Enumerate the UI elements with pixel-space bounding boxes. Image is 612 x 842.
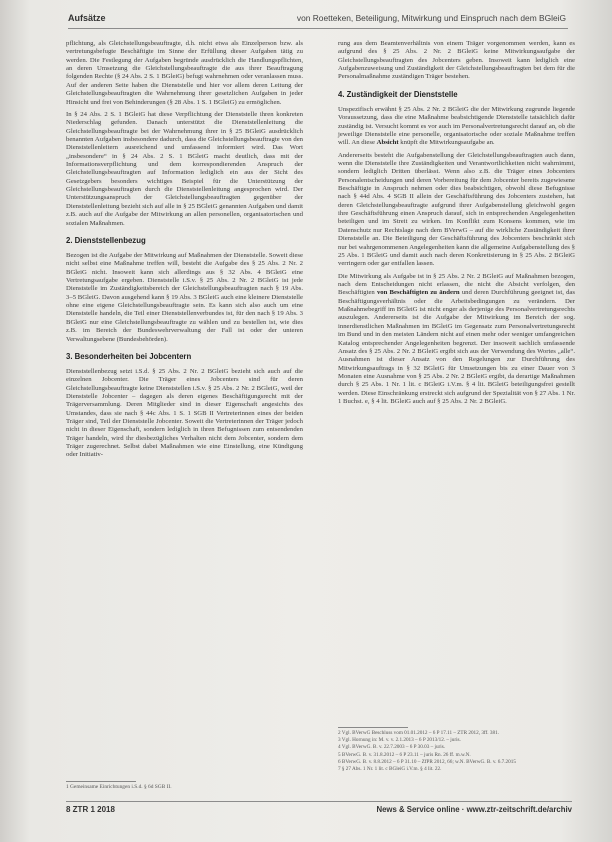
footnote: 3 Vgl. Hornung in: M. v. v. 2.1.2013 – 6 P 2013/12. – juris.	[338, 737, 461, 744]
paragraph	[338, 273, 575, 407]
paragraph: pflichtung, als Gleichstellungsbeauftragte, d.h. nicht etwa als Einzelperson bzw. als vertretungsbefugte Beschäftigte im Sinne der Erfüllung dieser Aufgaben tätig zu werden. Die Festlegung der Aufgaben begründe ausdrücklich die Handlungspflichten, an deren Umsetzung die Gleichstellungsbeauftragte die aus ihrer Beauftragung folgenden Rechte (§ 24 Abs. 2 S. 1 BGleiG) befugt wahrnehmen oder veranlassen muss. Auf der anderen Seite haben die Dienststelle und hier vor allem deren Leitung der Gleichstellungsbeauftragten die Wahrnehmung ihrer gesetzlichen Aufgaben in jeder Hinsicht und frei von Behinderungen (§ 28 Abs. 1 S. 1 BGleiG) zu ermöglichen.	[66, 40, 303, 106]
paragraph: In § 24 Abs. 2 S. 1 BGleiG hat diese Verpflichtung der Dienststelle ihren konkreten Niederschlag gefunden. Danach unterstützt die Dienststellenleitung die Gleichstellungsbeauftragte bei der Wahrnehmung ihrer in § 25 BGleiG ausdrücklich benannten Aufgaben insbesondere dadurch, dass die Gleichstellungsbeauftragte von den Dienststellenleitern ausreichend und umfassend informiert wird. Das Wort „insbesondere“ in § 24 Abs. 2 S. 1 BGleiG macht deutlich, dass mit der Informationsverpflichtung und dem korrespondierenden Anspruch der Gleichstellungsbeauftragten auf Information lediglich ein aus der Sicht des Gesetzgebers besonders wichtiges Beispiel für die Unterstützung der Gleichstellungsbeauftragten durch die Dienststellenleitung angesprochen wird. Der Unterstützungsanspruch der Gleichstellungsbeauftragten gegenüber der Dienststellenleitung bezieht sich auf alle in § 25 BGleiG genannten Aufgaben und damit z.B. auch auf die Aufgabe der Mitwirkung an allen personellen, organisatorischen und sozialen Maßnahmen.	[66, 110, 303, 227]
paragraph: Andererseits besteht die Aufgabenstellung der Gleichstellungsbeauftragten auch dann, wenn die Dienststelle ihre Zuständigkeiten und Verantwortlichkeiten nicht wahrnimmt, sondern lediglich Dritten überlässt. Wenn also z.B. die Träger eines Jobcenters Personalentscheidungen und deren Vorbereitung für dem Jobcenter bereits zugewiesene Beschäftigte in Anspruch nehmen oder dies beabsichtigen, obwohl diese Befugnisse nach § 44d Abs. 4 SGB II allein der Geschäftsführung des Jobcenters zustehen, hat deren Gleichstellungsbeauftragte aufgrund ihrer Aufgabenstellung gleichwohl gegen ihre Geschäftsführung einen Anspruch darauf, sich in entsprechenden Angelegenheiten beteiligen und im Streit zu wirken. Im Konflikt zum Konsens kommen, wie im Datenschutz nur Rechtslage nach dem BVerwG – auf die wirkliche Zuständigkeit ihrer Dienststelle an. Die Beteiligung der Geschäftsführung des Jobcenters beschränkt sich nur bei wahrgenommenen Angelegenheiten kann die allgemeine Aufgabenstellung des § 25 Abs. 1 BGleiG und damit auch nach deren Konkretisierung in § 25 Abs. 2 BGleiG verringern oder gar entfallen lassen.	[338, 151, 575, 268]
paragraph: Bezogen ist die Aufgabe der Mitwirkung auf Maßnahmen der Dienststelle. Soweit diese nicht selbst eine Maßnahme treffen will, besteht die Aufgabe des § 25 Abs. 2 Nr. 2 BGleiG nicht. Insoweit kann sich allerdings aus § 32 Abs. 4 BGleiG eine Vertretungsaufgabe ergeben. Dienststelle i.S.v. § 25 Abs. 2 Nr. 2 BGleiG ist jede Dienststelle im Zuständigkeitsbereich der Gleichstellungsbeauftragten nach § 19 Abs. 3–5 BGleiG. Davon ausgehend kann § 19 Abs. 3 BGleiG auch eine kleinere Dienststelle ohne eine eigene Gleichstellungsbeauftragte sein. Es kann sich also auch um eine Dienststelle handeln, die Teil einer Dienststellenverbundes ist, für den nach § 19 Abs. 3 BGleiG nur eine Gleichstellungsbeauftragte zu wählen und zu bestellen ist, wie dies z.B. im Bereich der Bundeswehrverwaltung der Fall ist oder der unteren Verwaltungsebene (Bundesbehörden).	[66, 251, 303, 343]
footnote: 2 Vgl. BVerwG Beschluss vom 01.01.2012 – 6 P 17.11 – ZTR 2012, 3ff. 381.	[338, 730, 499, 736]
paragraph-text: Unspezifisch erwähnt § 25 Abs. 2 Nr. 2 BGleiG die der Mitwirkung zugrunde liegende Voraussetzung, dass die eine Maßnahme beabsichtigende Dienststelle tatsächlich dafür zuständig ist. Versucht kommt es vor auch im Personalvertretungsrecht darauf an, ob die jeweilige Dienststelle eine personelle, organisatorische oder soziale Maßnahme treffen will. An diese	[338, 105, 575, 147]
paragraph: Dienststellenbezug setzt i.S.d. § 25 Abs. 2 Nr. 2 BGleiG bezieht sich auch auf die einzelnen Jobcenter. Die Träger eines Jobcenters sind für deren Gleichstellungsbeauftragte keine Dienststellen i.S.v. § 25 Abs. 2 Nr. 2 BGleiG, weil der Dienststelle Jobcenter – dagegen als deren eigenes Beschäftigungsrecht mit der Trägerversammlung. Deren Mitglieder sind in dieser Eigenschaft angesichts des Umstandes, dass sie nach § 44c Abs. 1 S. 1 SGB II Vertreterinnen eines der beiden Träger sind, Teil der Dienststelle Jobcenter. Soweit die Vertreterinnen der Träger jedoch nicht in dieser Eigenschaft, sondern lediglich in ihren Befugnissen zum entsendenden Träger handeln, wird ihr diesbezügliches Verhalten nicht dem Jobcenter, sondern dem Träger zugerechnet. Selbst dabei Maßnahmen wie eine Einstellung, eine Kündigung oder Initiativ-	[66, 367, 303, 459]
page-number: 8 ZTR 1 2018	[66, 805, 115, 814]
footnote: 1 Gemeinsame Einrichtungen i.S.d. § 6d SGB II.	[66, 784, 172, 790]
emphasis: Absicht	[376, 139, 399, 147]
footnote: 7 § 27 Abs. 1 Nr. 1 lit. c BGleiG i.V.m. § 4 lit. 22.	[338, 766, 442, 773]
section-heading: 4. Zuständigkeit der Dienststelle	[338, 89, 458, 99]
footnote-divider	[338, 727, 408, 728]
footer-link[interactable]: News & Service online · www.ztr-zeitschrift.de/archiv	[376, 805, 572, 814]
footnotes-right	[338, 730, 575, 773]
running-footer	[66, 801, 572, 816]
footnote: 4 Vgl. BVerwG. B. v. 22.7.2003 – 6 P 30.03 – juris.	[338, 744, 446, 751]
paragraph: rung aus dem Beamtenverhältnis von einem Träger vorgenommen werden, kann es aufgrund des § 25 Abs. 2 Nr. 2 BGleiG keine Mitwirkungsaufgabe der Gleichstellungsbeauftragten des Jobcenters geben. Insoweit kann lediglich eine Aufgabenzuweisung und Zuständigkeit der Gleichstellungsbeauftragten bei dem für die Personalmaßnahme zuständigen Träger bestehen.	[338, 40, 575, 81]
section-heading: 3. Besonderheiten bei Jobcentern	[66, 351, 192, 361]
running-header	[68, 12, 568, 29]
footnote-divider	[66, 781, 136, 782]
footnote: 5 BVerwG. B. v. 31.8.2012 – 6 P 23.11 – juris Rn. 26 ff. m.w.N.	[338, 751, 471, 758]
right-column	[338, 40, 575, 410]
footnote: 6 BVerwG. B. v. 8.8.2012 – 6 P 31.10 – ZfPR 2012, 66; w.N. BVerwG. B. v. 6.7.2015	[338, 758, 516, 765]
paragraph-text: knüpft die Mitwirkungsaufgabe an.	[400, 139, 495, 147]
paragraph	[338, 106, 575, 148]
running-title: von Roetteken, Beteiligung, Mitwirkung und Einspruch nach dem BGleiG	[296, 13, 566, 23]
footnotes-left	[66, 784, 303, 791]
section-heading: 2. Dienststellenbezug	[66, 235, 146, 245]
paragraph-text: Die Mitwirkung als Aufgabe ist in § 25 Abs. 2 Nr. 2 BGleiG auf Maßnahmen bezogen, nach dem Entscheidungen nicht erlassen, die nicht die Absicht verfolgen, den Beschäftigten	[338, 272, 575, 297]
section-label: Aufsätze	[68, 13, 106, 23]
left-column	[66, 40, 303, 464]
emphasis: von Beschäftigten zu ändern	[376, 289, 460, 297]
paragraph-text: und deren Durchführung geeignet ist, das Beschäftigungsverhältnis oder die Arbeitsbedingungen zu verändern. Der Maßnahmebegriff im BGleiG ist nicht enger als derjenige des Personalvertretungsrechts auszulegen. Andererseits ist die Aufgabe der Mitwirkung im Bereich der sog. innerdienstlichen Maßnahmen im BGleiG im Gegensatz zum Personalvertretungsrecht im Bund und in den meisten Ländern nicht auf einen mehr oder weniger umfangreichen Katalog entsprechender Angelegenheiten begrenzt. Der insoweit sachlich umfassende Ansatz des § 25 Abs. 2 Nr. 2 BGleiG ergibt sich aus der Verwendung des Wortes „alle“. Ausnahmen ist dieser Ansatz von den Regelungen zur Durchführung des Mitwirkungsauftrags in § 32 BGleiG für Umsetzungen bis zu einer Dauer von 3 Monaten eine Ausnahme von § 25 Abs. 2 Nr. 2 BGleiG ergibt, da derartige Maßnahmen durch § 25 Abs. 1 Nr. 1 lit. c BGleiG i.V.m. § 4 lit. BGleiG beteiligungsfrei gestellt werden. Diese Einschränkung erstreckt sich aufgrund der Spezialität von § 27 Abs. 1 Nr. 1 Buchst. e, § 4 lit. BGleiG auch auf § 25 Abs. 2 Nr. 2 BGleiG.	[338, 289, 575, 406]
